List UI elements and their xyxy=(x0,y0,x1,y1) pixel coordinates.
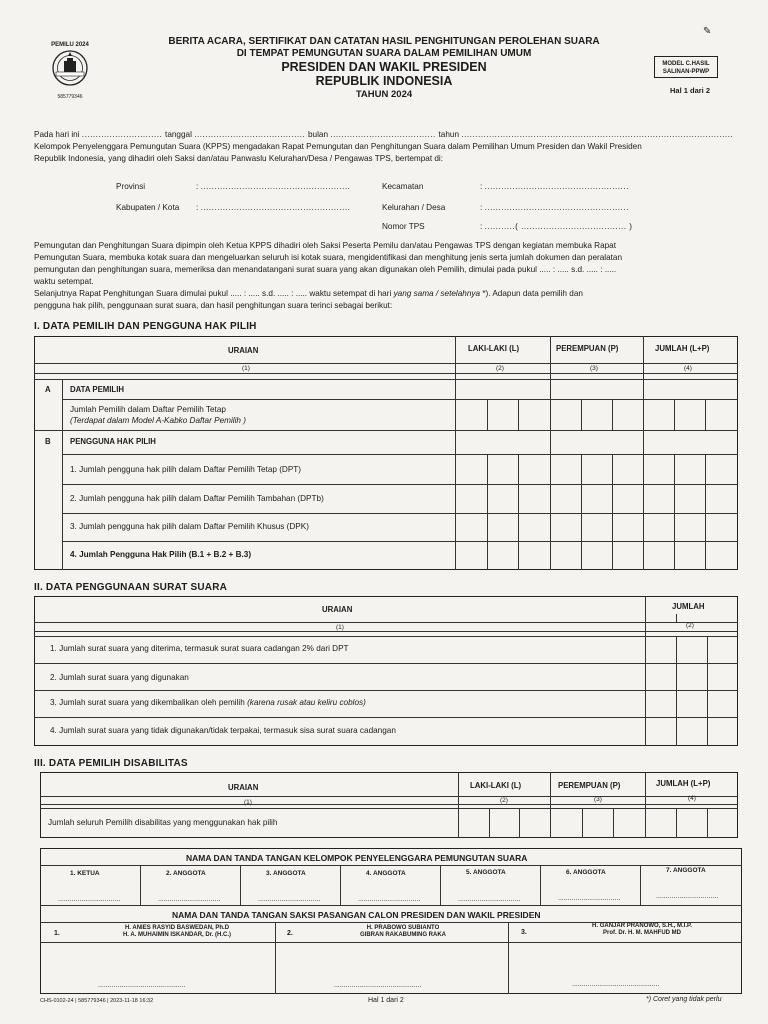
title-line-2: DI TEMPAT PEMUNGUTAN SUARA DALAM PEMILIHAN UMUM xyxy=(236,48,532,59)
intro-line-2: Kelompok Penyelenggara Pemungutan Suara (KPPS) mengadakan Rapat Pemungutan dan Penghitungan Suara dalam Pemilihan Umum Presiden dan Wakil Presiden xyxy=(34,142,642,151)
section2-title: II. DATA PENGGUNAAN SURAT SUARA xyxy=(34,582,228,593)
s2-n2: (2) xyxy=(686,622,694,629)
section1-title: I. DATA PEMILIH DAN PENGGUNA HAK PILIH xyxy=(34,321,257,332)
section3-title: III. DATA PEMILIH DISABILITAS xyxy=(34,758,188,769)
saksi-sign-1[interactable]: ............................................. xyxy=(98,982,186,989)
saksi-2-names xyxy=(318,925,488,939)
s1-b-letter: B xyxy=(45,437,51,446)
pada-hari-ini-label: Pada hari ini xyxy=(34,130,80,139)
para1-line1: Pemungutan dan Penghitungan Suara dipimpin oleh Ketua KPPS dihadiri oleh Saksi Peserta Pemilu dan/atau Pengawas TPS dengan kegiatan membuka Rapat xyxy=(34,241,616,250)
s3-row1: Jumlah seluruh Pemilih disabilitas yang menggunakan hak pilih xyxy=(48,818,278,827)
para2-line2: pengguna hak pilih, penggunaan surat suara, dan hasil penghitungan suara terinci sebagai berikut: xyxy=(34,301,393,310)
kpps-sign-3[interactable]: ................................ xyxy=(258,896,321,903)
s1-col-laki: LAKI-LAKI (L) xyxy=(468,344,520,353)
title-line-1: BERITA ACARA, SERTIFIKAT DAN CATATAN HASIL PENGHITUNGAN PEROLEHAN SUARA xyxy=(168,36,600,47)
kpps-sign-6[interactable]: ................................ xyxy=(558,895,621,902)
s1-col-uraian: URAIAN xyxy=(228,346,259,355)
page-indicator: Hal 1 dari 2 xyxy=(669,86,711,95)
bulan-label: bulan xyxy=(307,130,329,139)
saksi-2-name1: H. PRABOWO SUBIANTO xyxy=(366,925,440,931)
s2-row3-text: 3. Jumlah surat suara yang dikembalikan oleh pemilih xyxy=(50,698,245,707)
s3-col-laki: LAKI-LAKI (L) xyxy=(470,781,522,790)
s2-row1: 1. Jumlah surat suara yang diterima, termasuk surat suara cadangan 2% dari DPT xyxy=(50,644,349,653)
kpps-sign-4[interactable]: ................................ xyxy=(358,896,421,903)
para1-line2: Pemungutan Suara, membuka kotak suara dan mengeluarkan seluruh isi kotak suara, mengidentifikasi dan menghitung jenis serta jumlah dokumen dan peralatan xyxy=(34,253,623,262)
saksi-2-no: 2. xyxy=(287,930,293,937)
model-box xyxy=(654,56,718,78)
nomor-tps-field[interactable]: : ...........( ...................................... ) xyxy=(480,222,633,231)
intro-line-1: Pada hari ini ............................. tanggal ........................................ bulan ...................................... tahun .................................................................................................. xyxy=(34,130,734,139)
s2-n1: (1) xyxy=(336,624,344,631)
s2-row4: 4. Jumlah surat suara yang tidak digunakan/tidak terpakai, termasuk sisa surat suara cadangan xyxy=(50,726,396,735)
logo-code: 585779346 xyxy=(57,94,83,100)
s2-col-jumlah: JUMLAH xyxy=(672,602,705,611)
saksi-3-names xyxy=(552,923,732,937)
kpps-role-5: 5. ANGGOTA xyxy=(466,869,506,876)
s2-row3-italic: (karena rusak atau keliru coblos) xyxy=(247,698,366,707)
s1-n1: (1) xyxy=(242,365,250,372)
tanggal-label: tanggal xyxy=(165,130,192,139)
saksi-3-no: 3. xyxy=(521,929,527,936)
para2-text-b: waktu setempat di hari xyxy=(309,289,392,298)
nomor-tps-label: Nomor TPS xyxy=(382,222,425,231)
s1-b-title: PENGGUNA HAK PILIH xyxy=(70,437,156,446)
kpps-sign-2[interactable]: ................................ xyxy=(158,896,221,903)
s3-col-perempuan: PEREMPUAN (P) xyxy=(558,781,621,790)
saksi-1-names xyxy=(92,925,262,939)
intro-line-3: Republik Indonesia, yang dihadiri oleh Saksi dan/atau Panwaslu Kelurahan/Desa / Pengawas TPS, bertempat di: xyxy=(34,154,444,163)
s3-n1: (1) xyxy=(244,799,252,806)
s2-col-uraian: URAIAN xyxy=(322,605,353,614)
footer-code: CHS-0102-24 | 585779346 | 2023-11-18 16:32 xyxy=(40,998,154,1004)
s2-row3 xyxy=(50,698,366,707)
title-line-5: TAHUN 2024 xyxy=(355,89,413,100)
s3-col-jumlah: JUMLAH (L+P) xyxy=(656,779,711,788)
kpps-role-6: 6. ANGGOTA xyxy=(566,869,606,876)
saksi-3-name2: Prof. Dr. H. M. MAHFUD MD xyxy=(603,930,681,936)
tahun-label: tahun xyxy=(438,130,460,139)
s1-col-perempuan: PEREMPUAN (P) xyxy=(556,344,619,353)
provinsi-field[interactable]: : ...................................................... xyxy=(196,182,351,191)
title-line-4: REPUBLIK INDONESIA xyxy=(315,74,453,88)
para1-time-field[interactable]: ..... : ..... s.d. ..... : ..... xyxy=(539,265,617,274)
para1-line3-text: pemungutan dan penghitungan suara, memeriksa dan menandatangani surat suara yang akan digunakan oleh Pemilih, dimulai pada pukul xyxy=(34,265,537,274)
s1-b-row4: 4. Jumlah Pengguna Hak Pilih (B.1 + B.2 + B.3) xyxy=(70,550,252,559)
s1-a-title: DATA PEMILIH xyxy=(70,385,124,394)
para1-line3 xyxy=(34,264,616,275)
pen-mark: ✎ xyxy=(703,26,712,37)
s1-a-letter: A xyxy=(45,385,51,394)
kpps-sign-5[interactable]: ................................ xyxy=(458,896,521,903)
kabupaten-label: Kabupaten / Kota xyxy=(116,203,180,212)
footer-note: *) Coret yang tidak perlu xyxy=(646,996,722,1003)
kecamatan-label: Kecamatan xyxy=(382,182,424,191)
para2-time-field[interactable]: ..... : ..... s.d. ..... : ..... xyxy=(230,289,308,298)
provinsi-label: Provinsi xyxy=(116,182,146,191)
kpps-sign-title: NAMA DAN TANDA TANGAN KELOMPOK PENYELENGGARA PEMUNGUTAN SUARA xyxy=(186,853,528,863)
section1-table xyxy=(34,336,738,570)
para2-italic: yang sama / setelahnya xyxy=(393,289,481,298)
s3-n4: (4) xyxy=(688,795,696,802)
s3-n2: (2) xyxy=(500,797,508,804)
s1-col-jumlah: JUMLAH (L+P) xyxy=(655,344,710,353)
section3-table xyxy=(40,772,738,838)
s1-b-row1: 1. Jumlah pengguna hak pilih dalam Daftar Pemilih Tetap (DPT) xyxy=(70,465,302,474)
s1-a-row1-sub: (Terdapat dalam Model A-Kabko Daftar Pemilih ) xyxy=(70,416,246,425)
s1-b-row2: 2. Jumlah pengguna hak pilih dalam Daftar Pemilih Tambahan (DPTb) xyxy=(70,494,324,503)
kpps-sign-7[interactable]: ................................ xyxy=(656,893,719,900)
saksi-2-name2: GIBRAN RAKABUMING RAKA xyxy=(360,932,446,938)
logo-top-text: PEMILU 2024 xyxy=(51,42,89,48)
s3-col-uraian: URAIAN xyxy=(228,783,259,792)
kpps-role-4: 4. ANGGOTA xyxy=(366,870,406,877)
section2-table xyxy=(34,596,738,746)
saksi-1-name2: H. A. MUHAIMIN ISKANDAR, Dr. (H.C.) xyxy=(122,932,232,938)
kpu-logo-icon xyxy=(44,40,96,102)
kelurahan-label: Kelurahan / Desa xyxy=(382,203,446,212)
kecamatan-field[interactable]: : .................................................... xyxy=(480,182,629,191)
kabupaten-field[interactable]: : ...................................................... xyxy=(196,203,351,212)
saksi-1-name1: H. ANIES RASYID BASWEDAN, Ph.D xyxy=(124,925,230,931)
title-line-3: PRESIDEN DAN WAKIL PRESIDEN xyxy=(281,60,487,74)
para2-text-a: Selanjutnya Rapat Penghitungan Suara dimulai pukul xyxy=(34,289,228,298)
para1-line4: waktu setempat. xyxy=(34,277,94,286)
s1-n3: (3) xyxy=(590,365,598,372)
saksi-1-no: 1. xyxy=(54,930,60,937)
para2-line1 xyxy=(34,288,583,299)
kelurahan-field[interactable]: : .................................................... xyxy=(480,203,629,212)
saksi-sign-3[interactable]: ............................................. xyxy=(572,981,660,988)
document-title xyxy=(140,36,628,102)
saksi-sign-2[interactable]: ............................................. xyxy=(334,982,422,989)
kpps-role-1: 1. KETUA xyxy=(70,870,100,877)
s1-b-row3: 3. Jumlah pengguna hak pilih dalam Daftar Pemilih Khusus (DPK) xyxy=(70,522,309,531)
s1-a-row1: Jumlah Pemilih dalam Daftar Pemilih Tetap xyxy=(70,405,226,414)
s1-n4: (4) xyxy=(684,365,692,372)
para2-text-c: *). Adapun data pemilih dan xyxy=(482,289,583,298)
model-line-1: MODEL C.HASIL xyxy=(662,61,710,67)
s1-n2: (2) xyxy=(496,365,504,372)
saksi-sign-title: NAMA DAN TANDA TANGAN SAKSI PASANGAN CALON PRESIDEN DAN WAKIL PRESIDEN xyxy=(172,910,541,920)
s3-n3: (3) xyxy=(594,796,602,803)
footer-page: Hal 1 dari 2 xyxy=(368,997,404,1004)
kpps-role-2: 2. ANGGOTA xyxy=(166,870,206,877)
kpps-role-3: 3. ANGGOTA xyxy=(266,870,306,877)
kpps-role-7: 7. ANGGOTA xyxy=(666,867,706,874)
s2-row2: 2. Jumlah surat suara yang digunakan xyxy=(50,673,189,682)
model-line-2: SALINAN-PPWP xyxy=(662,69,710,75)
saksi-3-name1: H. GANJAR PRANOWO, S.H., M.I.P. xyxy=(592,923,692,929)
kpps-sign-1[interactable]: ................................ xyxy=(58,896,121,903)
